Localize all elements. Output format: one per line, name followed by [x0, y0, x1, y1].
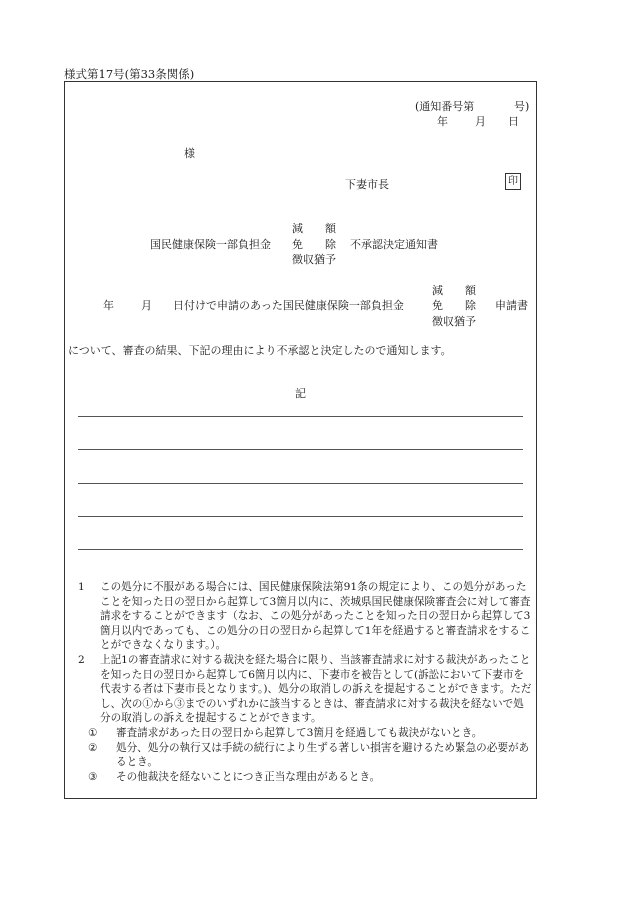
sub-note-number: ②	[88, 741, 98, 754]
request-option-defer: 徴収猶予	[432, 315, 476, 328]
note-text: 上記1の審査請求に対する裁決を経た場合に限り、当該審査請求に対する裁決があったことを知った日の翌日から起算して6箇月以内に、下妻市を被告として(訴訟において下妻市を代表する者は下妻市長となります。)、処分の取消しの訴えを提起することができます。ただし、次の①から③までのいずれかに該当するときは、審査請求に対する裁決を経ないで処分の取消しの訴えを提起することができます。	[100, 653, 532, 725]
title-suffix: 不承認決定通知書	[350, 238, 438, 251]
sub-note-item	[78, 726, 533, 741]
title-option-reduce: 減 額	[292, 222, 336, 235]
reason-line-3	[78, 483, 523, 484]
sub-note-number: ③	[88, 770, 98, 783]
date-year-label: 年	[437, 115, 448, 128]
sub-note-item	[78, 741, 533, 770]
request-option-reduce: 減 額	[432, 284, 476, 297]
request-year-label: 年	[103, 299, 114, 312]
note-item	[78, 580, 533, 653]
note-number: 1	[78, 581, 85, 593]
addressee-honorific: 様	[184, 147, 195, 160]
notice-number-suffix: 号)	[514, 100, 530, 113]
sub-note-item	[78, 770, 533, 785]
reason-line-4	[78, 516, 523, 517]
ki-heading: 記	[295, 387, 306, 400]
date-day-label: 日	[508, 115, 519, 128]
title-option-exempt: 免 除	[292, 238, 336, 251]
notice-number-prefix: (通知番号第	[415, 100, 475, 113]
sub-note-text: 処分、処分の執行又は手続の続行により生ずる著しい損害を避けるため緊急の必要があるとき。	[116, 741, 530, 769]
request-month-label: 月	[141, 299, 152, 312]
issuer-title: 下妻市長	[345, 178, 389, 191]
form-number-label: 様式第17号(第33条関係)	[64, 67, 195, 81]
reason-line-2	[78, 449, 523, 450]
note-item	[78, 653, 533, 726]
sub-note-text: 審査請求があった日の翌日から起算して3箇月を経過しても裁決がないとき。	[116, 726, 483, 739]
reason-line-1	[78, 416, 523, 417]
note-text: この処分に不服がある場合には、国民健康保険法第91条の規定により、この処分があったことを知った日の翌日から起算して3箇月以内に、茨城県国民健康保険審査会に対して審査請求をすることができます（なお、この処分があったことを知った日の翌日から起算して3箇月以内であっても、この処分の日の翌日から起算して1年を経過すると審査請求をすることができなくなります。）。	[100, 581, 531, 652]
sub-note-number: ①	[88, 726, 98, 739]
body-text: について、審査の結果、下記の理由により不承認と決定したので通知します。	[68, 344, 452, 357]
request-date-text: 日付けで申請のあった国民健康保険一部負担金	[173, 299, 404, 312]
sub-note-text: その他裁決を経ないことにつき正当な理由があるとき。	[116, 770, 381, 783]
reason-line-5	[78, 549, 523, 550]
request-suffix: 申請書	[495, 299, 528, 312]
seal-mark: 印	[505, 173, 521, 190]
title-prefix: 国民健康保険一部負担金	[150, 238, 271, 251]
instruction-notes	[78, 580, 533, 784]
note-number: 2	[78, 653, 85, 666]
date-month-label: 月	[475, 115, 486, 128]
request-option-exempt: 免 除	[432, 299, 476, 312]
title-option-defer: 徴収猶予	[292, 253, 336, 266]
